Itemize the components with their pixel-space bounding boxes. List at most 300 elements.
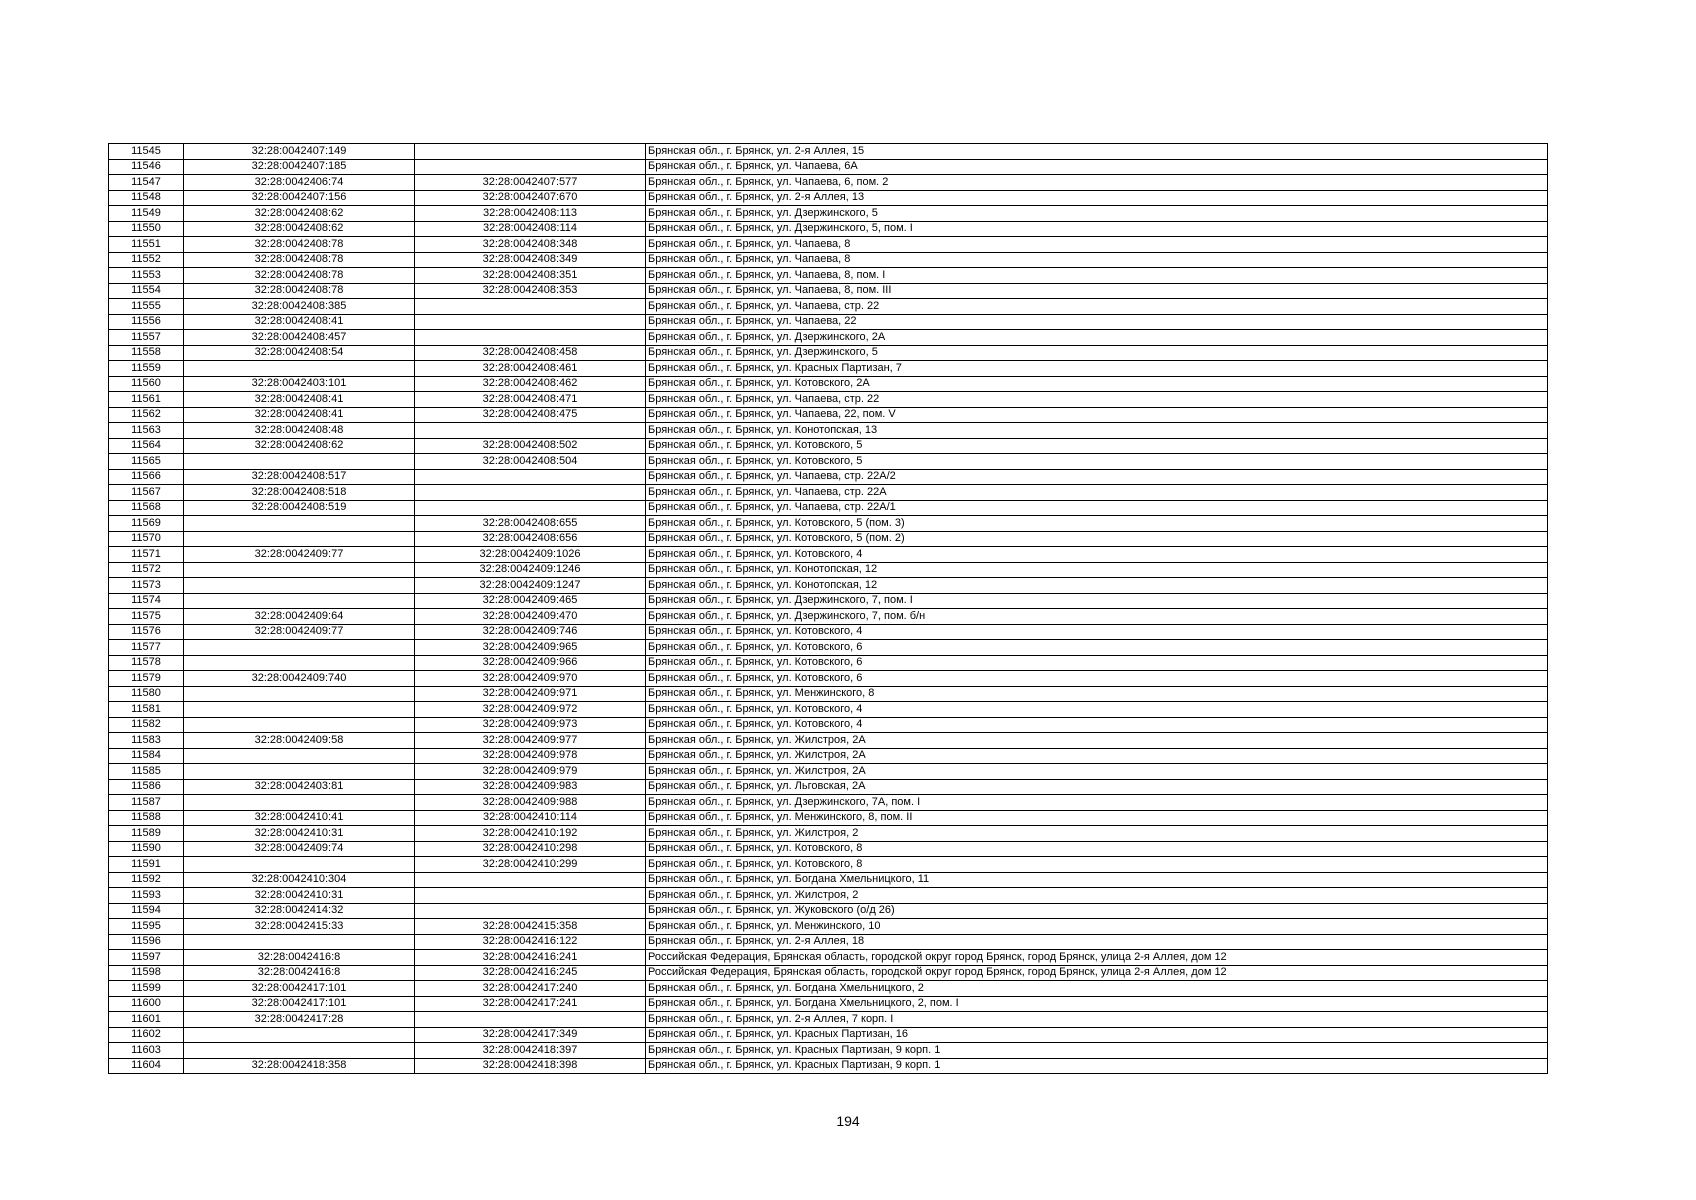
object-cadastral-number-cell: 32:28:0042417:241 [415,996,646,1012]
object-cadastral-number-cell: 32:28:0042407:577 [415,175,646,191]
object-cadastral-number-cell: 32:28:0042409:966 [415,655,646,671]
row-number-cell: 11573 [109,578,184,594]
row-number-cell: 11546 [109,159,184,175]
object-cadastral-number-cell [415,1012,646,1028]
row-number-cell: 11587 [109,795,184,811]
object-cadastral-number-cell: 32:28:0042417:349 [415,1027,646,1043]
land-cadastral-number-cell: 32:28:0042418:358 [184,1058,415,1074]
row-number-cell: 11553 [109,268,184,284]
address-cell: Брянская обл., г. Брянск, ул. Дзержинского, 5 [646,345,1548,361]
address-cell: Брянская обл., г. Брянск, ул. Дзержинского, 7, пом. I [646,593,1548,609]
row-number-cell: 11560 [109,376,184,392]
table-row [109,981,1548,997]
row-number-cell: 11554 [109,283,184,299]
address-cell: Брянская обл., г. Брянск, ул. Котовского, 5 (пом. 3) [646,516,1548,532]
address-cell: Брянская обл., г. Брянск, ул. Котовского, 4 [646,717,1548,733]
address-cell: Брянская обл., г. Брянск, ул. 2-я Аллея, 7 корп. I [646,1012,1548,1028]
address-cell: Брянская обл., г. Брянск, ул. Котовского, 5 [646,438,1548,454]
land-cadastral-number-cell [184,578,415,594]
row-number-cell: 11567 [109,485,184,501]
address-cell: Брянская обл., г. Брянск, ул. Чапаева, стр. 22 [646,299,1548,315]
object-cadastral-number-cell: 32:28:0042409:988 [415,795,646,811]
page-number: 194 [836,1113,860,1129]
land-cadastral-number-cell: 32:28:0042409:77 [184,547,415,563]
address-cell: Брянская обл., г. Брянск, ул. 2-я Аллея, 15 [646,144,1548,160]
table-row [109,841,1548,857]
land-cadastral-number-cell [184,655,415,671]
object-cadastral-number-cell: 32:28:0042409:1247 [415,578,646,594]
row-number-cell: 11556 [109,314,184,330]
object-cadastral-number-cell: 32:28:0042408:113 [415,206,646,222]
address-cell: Брянская обл., г. Брянск, ул. Дзержинского, 7, пом. б/н [646,609,1548,625]
land-cadastral-number-cell [184,795,415,811]
address-cell: Брянская обл., г. Брянск, ул. Богдана Хмельницкого, 11 [646,872,1548,888]
land-cadastral-number-cell [184,764,415,780]
table-body [109,144,1548,1074]
table-row [109,392,1548,408]
row-number-cell: 11588 [109,810,184,826]
land-cadastral-number-cell: 32:28:0042408:519 [184,500,415,516]
table-row [109,454,1548,470]
object-cadastral-number-cell [415,888,646,904]
object-cadastral-number-cell [415,500,646,516]
table-row [109,361,1548,377]
object-cadastral-number-cell: 32:28:0042408:348 [415,237,646,253]
address-cell: Брянская обл., г. Брянск, ул. Менжинского, 8, пом. II [646,810,1548,826]
row-number-cell: 11571 [109,547,184,563]
land-cadastral-number-cell: 32:28:0042408:78 [184,237,415,253]
row-number-cell: 11577 [109,640,184,656]
table-row [109,810,1548,826]
object-cadastral-number-cell: 32:28:0042417:240 [415,981,646,997]
row-number-cell: 11591 [109,857,184,873]
object-cadastral-number-cell: 32:28:0042408:504 [415,454,646,470]
object-cadastral-number-cell: 32:28:0042416:245 [415,965,646,981]
object-cadastral-number-cell: 32:28:0042410:299 [415,857,646,873]
object-cadastral-number-cell: 32:28:0042408:655 [415,516,646,532]
address-cell: Брянская обл., г. Брянск, ул. Красных Партизан, 16 [646,1027,1548,1043]
object-cadastral-number-cell: 32:28:0042408:462 [415,376,646,392]
object-cadastral-number-cell [415,423,646,439]
object-cadastral-number-cell: 32:28:0042409:1246 [415,562,646,578]
land-cadastral-number-cell [184,640,415,656]
object-cadastral-number-cell: 32:28:0042409:983 [415,779,646,795]
row-number-cell: 11589 [109,826,184,842]
land-cadastral-number-cell [184,934,415,950]
land-cadastral-number-cell: 32:28:0042417:101 [184,996,415,1012]
land-cadastral-number-cell: 32:28:0042408:517 [184,469,415,485]
table-row [109,1027,1548,1043]
address-cell: Брянская обл., г. Брянск, ул. Котовского, 5 [646,454,1548,470]
row-number-cell: 11558 [109,345,184,361]
land-cadastral-number-cell [184,593,415,609]
table-row [109,283,1548,299]
row-number-cell: 11545 [109,144,184,160]
address-cell: Брянская обл., г. Брянск, ул. Котовского, 4 [646,624,1548,640]
address-cell: Брянская обл., г. Брянск, ул. Котовского, 4 [646,702,1548,718]
row-number-cell: 11586 [109,779,184,795]
land-cadastral-number-cell: 32:28:0042409:64 [184,609,415,625]
land-cadastral-number-cell: 32:28:0042408:78 [184,268,415,284]
land-cadastral-number-cell [184,857,415,873]
object-cadastral-number-cell: 32:28:0042416:122 [415,934,646,950]
object-cadastral-number-cell: 32:28:0042416:241 [415,950,646,966]
land-cadastral-number-cell [184,454,415,470]
table-row [109,996,1548,1012]
row-number-cell: 11604 [109,1058,184,1074]
table-row [109,624,1548,640]
object-cadastral-number-cell: 32:28:0042410:114 [415,810,646,826]
address-cell: Брянская обл., г. Брянск, ул. Чапаева, 6, пом. 2 [646,175,1548,191]
object-cadastral-number-cell: 32:28:0042408:458 [415,345,646,361]
object-cadastral-number-cell [415,872,646,888]
row-number-cell: 11593 [109,888,184,904]
address-cell: Брянская обл., г. Брянск, ул. Дзержинского, 5 [646,206,1548,222]
object-cadastral-number-cell: 32:28:0042410:298 [415,841,646,857]
land-cadastral-number-cell: 32:28:0042408:41 [184,392,415,408]
table-row [109,438,1548,454]
land-cadastral-number-cell: 32:28:0042408:78 [184,252,415,268]
address-cell: Брянская обл., г. Брянск, ул. Богдана Хмельницкого, 2 [646,981,1548,997]
object-cadastral-number-cell: 32:28:0042418:398 [415,1058,646,1074]
address-cell: Брянская обл., г. Брянск, ул. Богдана Хмельницкого, 2, пом. I [646,996,1548,1012]
land-cadastral-number-cell: 32:28:0042407:156 [184,190,415,206]
address-cell: Брянская обл., г. Брянск, ул. Дзержинского, 2А [646,330,1548,346]
address-cell: Брянская обл., г. Брянск, ул. Менжинского, 10 [646,919,1548,935]
object-cadastral-number-cell: 32:28:0042408:349 [415,252,646,268]
address-cell: Брянская обл., г. Брянск, ул. Чапаева, стр. 22А/1 [646,500,1548,516]
table-row [109,252,1548,268]
address-cell: Брянская обл., г. Брянск, ул. Котовского, 2А [646,376,1548,392]
object-cadastral-number-cell [415,144,646,160]
object-cadastral-number-cell: 32:28:0042409:971 [415,686,646,702]
table-row [109,1043,1548,1059]
land-cadastral-number-cell: 32:28:0042408:457 [184,330,415,346]
land-cadastral-number-cell: 32:28:0042406:74 [184,175,415,191]
row-number-cell: 11590 [109,841,184,857]
object-cadastral-number-cell: 32:28:0042409:746 [415,624,646,640]
land-cadastral-number-cell: 32:28:0042403:81 [184,779,415,795]
land-cadastral-number-cell: 32:28:0042408:62 [184,221,415,237]
land-cadastral-number-cell: 32:28:0042416:8 [184,965,415,981]
address-cell: Брянская обл., г. Брянск, ул. Чапаева, 8 [646,237,1548,253]
table-row [109,779,1548,795]
land-cadastral-number-cell: 32:28:0042417:28 [184,1012,415,1028]
table-row [109,578,1548,594]
table-row [109,702,1548,718]
address-cell: Брянская обл., г. Брянск, ул. Чапаева, стр. 22 [646,392,1548,408]
land-cadastral-number-cell: 32:28:0042408:518 [184,485,415,501]
table-row [109,531,1548,547]
object-cadastral-number-cell: 32:28:0042408:502 [415,438,646,454]
table-row [109,717,1548,733]
address-cell: Брянская обл., г. Брянск, ул. Менжинского, 8 [646,686,1548,702]
table-row [109,314,1548,330]
table-row [109,795,1548,811]
table-row [109,733,1548,749]
land-cadastral-number-cell: 32:28:0042408:41 [184,314,415,330]
address-cell: Брянская обл., г. Брянск, ул. Чапаева, 22 [646,314,1548,330]
address-cell: Брянская обл., г. Брянск, ул. Конотопская, 12 [646,562,1548,578]
land-cadastral-number-cell [184,748,415,764]
address-cell: Брянская обл., г. Брянск, ул. Чапаева, стр. 22А/2 [646,469,1548,485]
row-number-cell: 11551 [109,237,184,253]
table-row [109,485,1548,501]
address-cell: Брянская обл., г. Брянск, ул. Чапаева, 6А [646,159,1548,175]
object-cadastral-number-cell: 32:28:0042409:970 [415,671,646,687]
address-cell: Брянская обл., г. Брянск, ул. Котовского, 6 [646,655,1548,671]
table-row [109,640,1548,656]
land-cadastral-number-cell: 32:28:0042409:740 [184,671,415,687]
land-cadastral-number-cell: 32:28:0042414:32 [184,903,415,919]
row-number-cell: 11592 [109,872,184,888]
address-cell: Брянская обл., г. Брянск, ул. Конотопская, 13 [646,423,1548,439]
land-cadastral-number-cell: 32:28:0042410:31 [184,826,415,842]
address-cell: Брянская обл., г. Брянск, ул. Котовского, 4 [646,547,1548,563]
row-number-cell: 11585 [109,764,184,780]
table-row [109,206,1548,222]
address-cell: Брянская обл., г. Брянск, ул. Чапаева, 8, пом. III [646,283,1548,299]
object-cadastral-number-cell: 32:28:0042409:972 [415,702,646,718]
address-cell: Брянская обл., г. Брянск, ул. Котовского, 8 [646,857,1548,873]
table-row [109,299,1548,315]
land-cadastral-number-cell [184,686,415,702]
row-number-cell: 11598 [109,965,184,981]
table-row [109,407,1548,423]
object-cadastral-number-cell [415,299,646,315]
address-cell: Брянская обл., г. Брянск, ул. Дзержинского, 7А, пом. I [646,795,1548,811]
land-cadastral-number-cell: 32:28:0042408:48 [184,423,415,439]
row-number-cell: 11548 [109,190,184,206]
table-row [109,655,1548,671]
row-number-cell: 11600 [109,996,184,1012]
object-cadastral-number-cell: 32:28:0042409:973 [415,717,646,733]
row-number-cell: 11602 [109,1027,184,1043]
table-row [109,516,1548,532]
object-cadastral-number-cell: 32:28:0042408:656 [415,531,646,547]
row-number-cell: 11580 [109,686,184,702]
address-cell: Брянская обл., г. Брянск, ул. Чапаева, 22, пом. V [646,407,1548,423]
table-row [109,221,1548,237]
row-number-cell: 11599 [109,981,184,997]
address-cell: Брянская обл., г. Брянск, ул. Жилстроя, 2 [646,826,1548,842]
land-cadastral-number-cell [184,717,415,733]
address-cell: Брянская обл., г. Брянск, ул. Котовского, 8 [646,841,1548,857]
table-row [109,593,1548,609]
row-number-cell: 11550 [109,221,184,237]
property-register-table [108,143,1548,1074]
table-row [109,965,1548,981]
row-number-cell: 11596 [109,934,184,950]
object-cadastral-number-cell: 32:28:0042407:670 [415,190,646,206]
row-number-cell: 11552 [109,252,184,268]
address-cell: Брянская обл., г. Брянск, ул. Жилстроя, 2А [646,748,1548,764]
object-cadastral-number-cell: 32:28:0042408:351 [415,268,646,284]
land-cadastral-number-cell: 32:28:0042415:33 [184,919,415,935]
address-cell: Брянская обл., г. Брянск, ул. Красных Партизан, 9 корп. 1 [646,1043,1548,1059]
address-cell: Брянская обл., г. Брянск, ул. 2-я Аллея, 13 [646,190,1548,206]
land-cadastral-number-cell [184,516,415,532]
row-number-cell: 11568 [109,500,184,516]
table-row [109,903,1548,919]
table-row [109,144,1548,160]
table-row [109,671,1548,687]
row-number-cell: 11565 [109,454,184,470]
object-cadastral-number-cell: 32:28:0042408:475 [415,407,646,423]
land-cadastral-number-cell: 32:28:0042408:41 [184,407,415,423]
address-cell: Брянская обл., г. Брянск, ул. Красных Партизан, 7 [646,361,1548,377]
table-row [109,1012,1548,1028]
address-cell: Брянская обл., г. Брянск, ул. Льговская, 2А [646,779,1548,795]
land-cadastral-number-cell: 32:28:0042409:58 [184,733,415,749]
address-cell: Брянская обл., г. Брянск, ул. Жилстроя, 2А [646,764,1548,780]
row-number-cell: 11583 [109,733,184,749]
row-number-cell: 11584 [109,748,184,764]
land-cadastral-number-cell: 32:28:0042410:31 [184,888,415,904]
object-cadastral-number-cell [415,469,646,485]
address-cell: Брянская обл., г. Брянск, ул. Котовского, 6 [646,640,1548,656]
object-cadastral-number-cell [415,314,646,330]
row-number-cell: 11572 [109,562,184,578]
row-number-cell: 11547 [109,175,184,191]
row-number-cell: 11575 [109,609,184,625]
land-cadastral-number-cell: 32:28:0042403:101 [184,376,415,392]
address-cell: Брянская обл., г. Брянск, ул. Красных Партизан, 9 корп. 1 [646,1058,1548,1074]
address-cell: Брянская обл., г. Брянск, ул. Чапаева, стр. 22А [646,485,1548,501]
row-number-cell: 11574 [109,593,184,609]
object-cadastral-number-cell: 32:28:0042409:978 [415,748,646,764]
object-cadastral-number-cell: 32:28:0042409:965 [415,640,646,656]
land-cadastral-number-cell: 32:28:0042417:101 [184,981,415,997]
row-number-cell: 11569 [109,516,184,532]
table-row [109,500,1548,516]
table-row [109,609,1548,625]
land-cadastral-number-cell: 32:28:0042408:62 [184,438,415,454]
table-row [109,175,1548,191]
row-number-cell: 11594 [109,903,184,919]
row-number-cell: 11559 [109,361,184,377]
land-cadastral-number-cell: 32:28:0042409:77 [184,624,415,640]
address-cell: Российская Федерация, Брянская область, городской округ город Брянск, город Брянск, улица 2-я Аллея, дом 12 [646,950,1548,966]
row-number-cell: 11562 [109,407,184,423]
land-cadastral-number-cell [184,531,415,547]
row-number-cell: 11570 [109,531,184,547]
table-row [109,345,1548,361]
table-row [109,934,1548,950]
table-row [109,872,1548,888]
row-number-cell: 11555 [109,299,184,315]
row-number-cell: 11576 [109,624,184,640]
table-row [109,547,1548,563]
row-number-cell: 11582 [109,717,184,733]
table-row [109,237,1548,253]
land-cadastral-number-cell: 32:28:0042408:54 [184,345,415,361]
table-row [109,826,1548,842]
object-cadastral-number-cell [415,903,646,919]
address-cell: Брянская обл., г. Брянск, ул. Чапаева, 8, пом. I [646,268,1548,284]
table-row [109,857,1548,873]
row-number-cell: 11595 [109,919,184,935]
table-row [109,562,1548,578]
table-row [109,330,1548,346]
address-cell: Брянская обл., г. Брянск, ул. Котовского, 6 [646,671,1548,687]
address-cell: Брянская обл., г. Брянск, ул. Чапаева, 8 [646,252,1548,268]
land-cadastral-number-cell: 32:28:0042409:74 [184,841,415,857]
object-cadastral-number-cell: 32:28:0042409:979 [415,764,646,780]
object-cadastral-number-cell [415,485,646,501]
row-number-cell: 11549 [109,206,184,222]
land-cadastral-number-cell [184,562,415,578]
table-row [109,950,1548,966]
object-cadastral-number-cell [415,159,646,175]
land-cadastral-number-cell: 32:28:0042407:185 [184,159,415,175]
row-number-cell: 11581 [109,702,184,718]
object-cadastral-number-cell: 32:28:0042410:192 [415,826,646,842]
row-number-cell: 11601 [109,1012,184,1028]
object-cadastral-number-cell: 32:28:0042409:470 [415,609,646,625]
object-cadastral-number-cell: 32:28:0042409:977 [415,733,646,749]
row-number-cell: 11564 [109,438,184,454]
table-row [109,268,1548,284]
land-cadastral-number-cell: 32:28:0042410:41 [184,810,415,826]
table-row [109,159,1548,175]
row-number-cell: 11557 [109,330,184,346]
address-cell: Брянская обл., г. Брянск, ул. Дзержинского, 5, пом. I [646,221,1548,237]
table-row [109,888,1548,904]
land-cadastral-number-cell [184,1027,415,1043]
table-row [109,764,1548,780]
row-number-cell: 11561 [109,392,184,408]
table-row [109,423,1548,439]
land-cadastral-number-cell [184,1043,415,1059]
row-number-cell: 11563 [109,423,184,439]
table-row [109,469,1548,485]
row-number-cell: 11603 [109,1043,184,1059]
object-cadastral-number-cell: 32:28:0042408:471 [415,392,646,408]
table-row [109,190,1548,206]
table-row [109,748,1548,764]
address-cell: Брянская обл., г. Брянск, ул. Котовского, 5 (пом. 2) [646,531,1548,547]
object-cadastral-number-cell: 32:28:0042408:353 [415,283,646,299]
row-number-cell: 11597 [109,950,184,966]
object-cadastral-number-cell: 32:28:0042415:358 [415,919,646,935]
table-row [109,376,1548,392]
row-number-cell: 11579 [109,671,184,687]
table-row [109,686,1548,702]
address-cell: Брянская обл., г. Брянск, ул. Жилстроя, 2А [646,733,1548,749]
object-cadastral-number-cell [415,330,646,346]
land-cadastral-number-cell: 32:28:0042408:62 [184,206,415,222]
object-cadastral-number-cell: 32:28:0042408:461 [415,361,646,377]
land-cadastral-number-cell [184,361,415,377]
table-row [109,1058,1548,1074]
object-cadastral-number-cell: 32:28:0042418:397 [415,1043,646,1059]
land-cadastral-number-cell: 32:28:0042408:78 [184,283,415,299]
object-cadastral-number-cell: 32:28:0042409:465 [415,593,646,609]
object-cadastral-number-cell: 32:28:0042409:1026 [415,547,646,563]
row-number-cell: 11578 [109,655,184,671]
land-cadastral-number-cell: 32:28:0042407:149 [184,144,415,160]
land-cadastral-number-cell: 32:28:0042410:304 [184,872,415,888]
address-cell: Брянская обл., г. Брянск, ул. Жуковского (о/д 26) [646,903,1548,919]
object-cadastral-number-cell: 32:28:0042408:114 [415,221,646,237]
address-cell: Брянская обл., г. Брянск, ул. 2-я Аллея, 18 [646,934,1548,950]
address-cell: Брянская обл., г. Брянск, ул. Конотопская, 12 [646,578,1548,594]
row-number-cell: 11566 [109,469,184,485]
address-cell: Российская Федерация, Брянская область, городской округ город Брянск, город Брянск, улица 2-я Аллея, дом 12 [646,965,1548,981]
land-cadastral-number-cell: 32:28:0042408:385 [184,299,415,315]
land-cadastral-number-cell [184,702,415,718]
